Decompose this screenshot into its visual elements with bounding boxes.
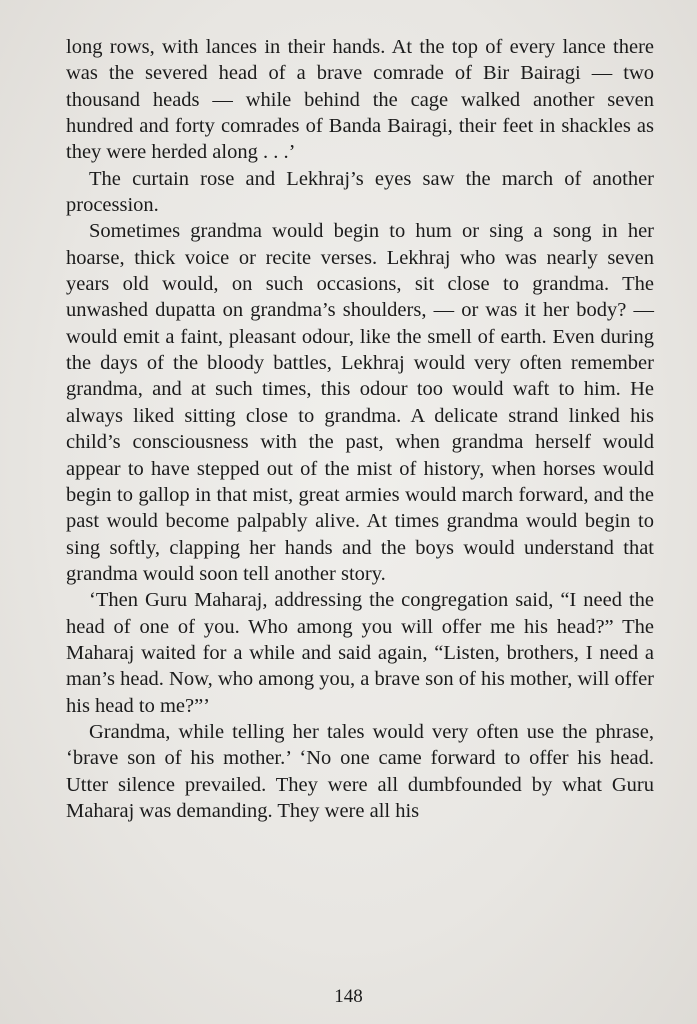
paragraph-continuation: long rows, with lances in their hands. At the top of every lance there was the severed head of a brave comrade of Bir Bairagi — two thousand heads — while behind the cage walked another seven hundred and forty comrades of Banda Bairagi, their feet in shackles as they were herded along . . .’ <box>66 36 654 164</box>
paragraph-grandma-hum: Sometimes grandma would begin to hum or sing a song in her hoarse, thick voice or recite verses. Lekhraj who was nearly seven years old would, on such occasions, sit close to grandma. The unwashed dupatta on grandma’s shoulders, — or was it her body? — would emit a faint, pleasant odour, like the smell of earth. Even during the days of the bloody battles, Lekhraj would very often remember grandma, and at such times, this odour too would waft to him. He always liked sitting close to grandma. A delicate strand linked his child’s consciousness with the past, when grandma herself would appear to have stepped out of the mist of history, when horses would begin to gallop in that mist, great armies would march forward, and the past would become palpably alive. At times grandma would begin to sing softly, clapping her hands and the boys would understand that grandma would soon tell another story. <box>66 220 654 585</box>
paragraph-guru-maharaj: ‘Then Guru Maharaj, addressing the congregation said, “I need the head of one of you. Who among you will offer me his head?” The Maharaj waited for a while and said again, “Listen, brothers, I need a man’s head. Now, who among you, a brave son of his mother, will offer his head to me?”’ <box>66 589 654 717</box>
paragraph-curtain: The curtain rose and Lekhraj’s eyes saw the march of another procession. <box>66 167 654 217</box>
page-number: 148 <box>334 986 363 1007</box>
body-text <box>66 34 654 824</box>
paragraph-brave-son: Grandma, while telling her tales would very often use the phrase, ‘brave son of his mother.’ ‘No one came forward to offer his head. Utter silence prevailed. They were all dumbfounded by what Guru Maharaj was demanding. They were all his <box>66 720 654 822</box>
